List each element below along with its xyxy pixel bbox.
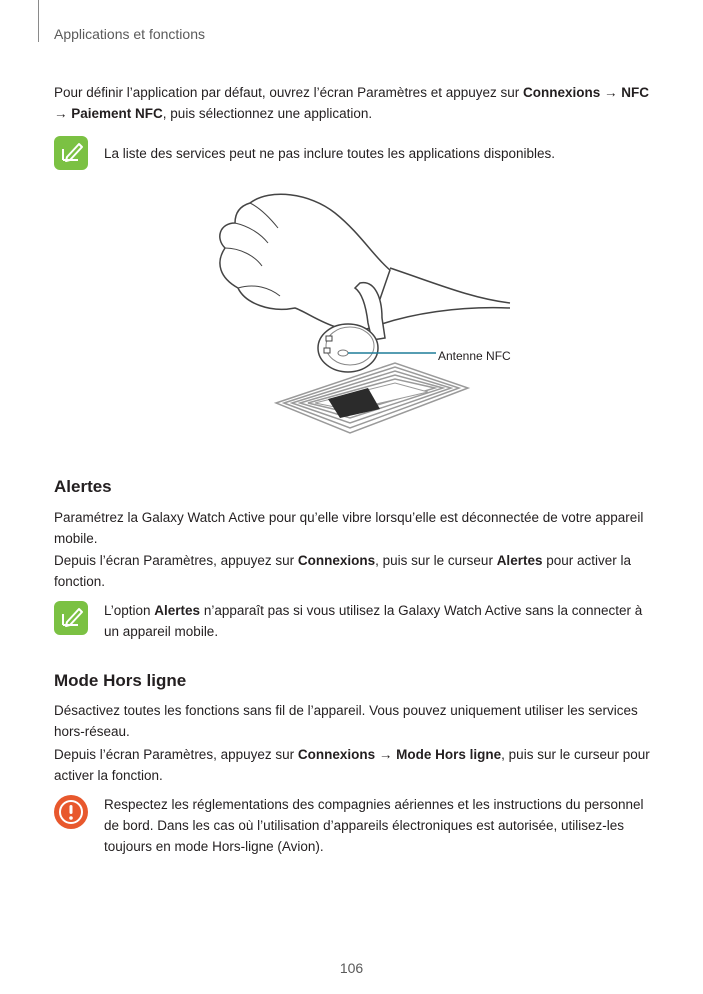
header-divider [38, 0, 39, 42]
mode-paragraph-1: Désactivez toutes les fonctions sans fil de l’appareil. Vous pouvez uniquement utiliser les services hors-réseau. [54, 703, 638, 739]
intro-paragraph: Pour définir l’application par défaut, ouvrez l’écran Paramètres et appuyez sur Connexions → NFC → Paiement NFC, puis sélectionnez une application. [54, 85, 650, 121]
alertes-paragraph-2: Depuis l’écran Paramètres, appuyez sur Connexions, puis sur le curseur Alertes pour activer la fonction. [54, 553, 632, 589]
heading-alertes: Alertes [54, 477, 112, 496]
nfc-illustration [200, 188, 530, 453]
warning-airplane: Respectez les réglementations des compagnies aériennes et les instructions du personnel de bord. Dans les cas où l’utilisation d’appareils électroniques est autorisée, utilisez-les toujours en mode Hors-ligne (Avion). [104, 797, 644, 854]
note-pencil-icon [54, 601, 88, 635]
alertes-paragraph-1: Paramétrez la Galaxy Watch Active pour qu’elle vibre lorsqu’elle est déconnectée de votre appareil mobile. [54, 510, 644, 546]
mode-paragraph-2: Depuis l’écran Paramètres, appuyez sur Connexions → Mode Hors ligne, puis sur le curseur pour activer la fonction. [54, 747, 650, 783]
section-title: Applications et fonctions [54, 26, 205, 42]
nfc-antenna-label: Antenne NFC [438, 349, 511, 363]
note-alertes: L’option Alertes n’apparaît pas si vous utilisez la Galaxy Watch Active sans la connecter à un appareil mobile. [104, 603, 643, 639]
warning-exclamation-icon [54, 795, 88, 829]
note-pencil-icon [54, 136, 88, 170]
note-services: La liste des services peut ne pas inclure toutes les applications disponibles. [104, 146, 556, 161]
page-number: 106 [339, 960, 364, 976]
heading-mode-hors-ligne: Mode Hors ligne [54, 671, 187, 690]
